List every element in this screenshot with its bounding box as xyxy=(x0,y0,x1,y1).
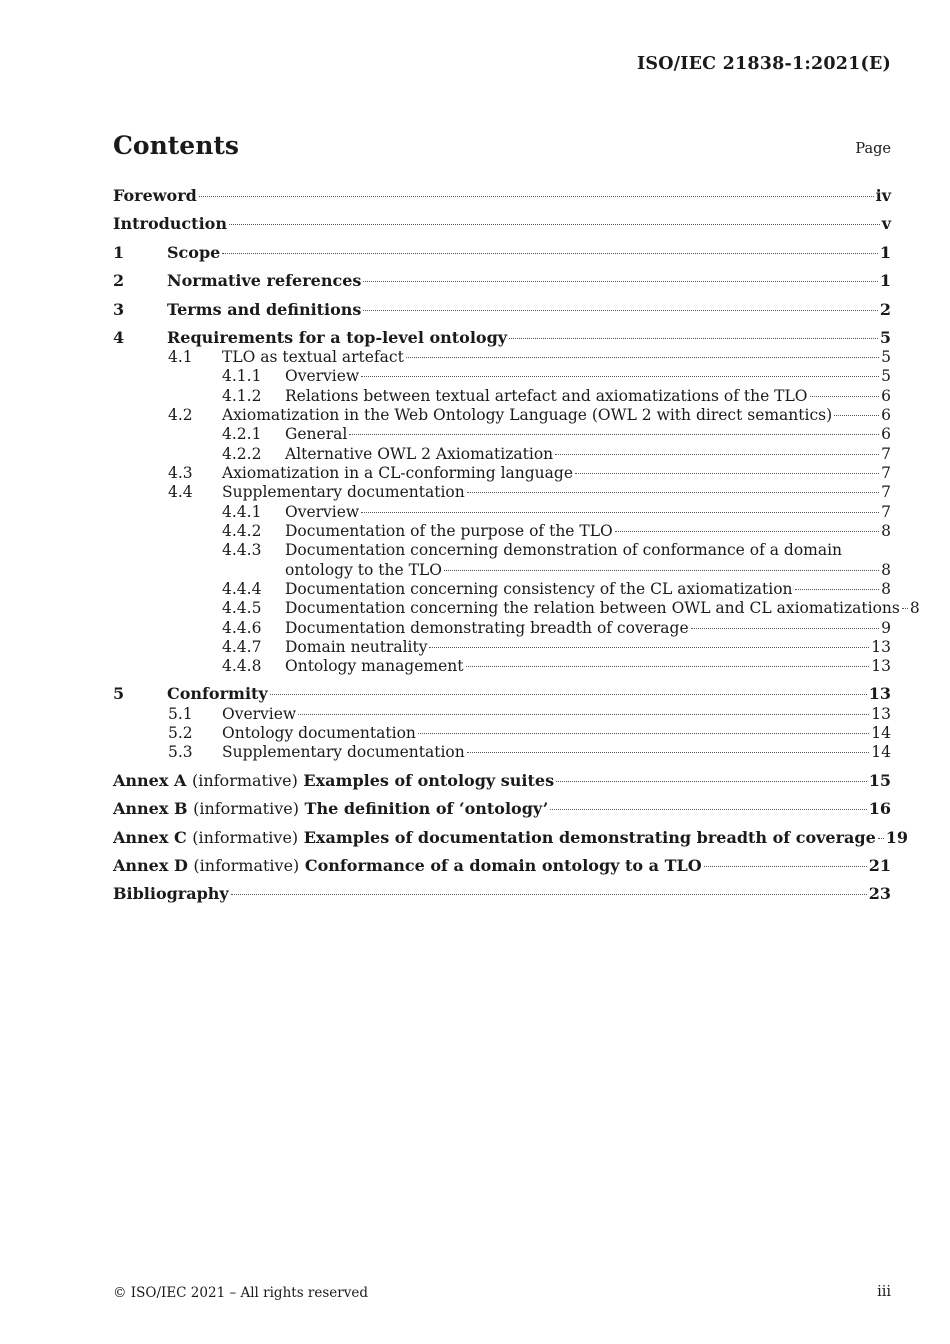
annex-label: Annex D xyxy=(113,856,188,875)
dot-leader xyxy=(406,357,879,358)
toc-entry-continuation[interactable] xyxy=(285,560,891,580)
dot-leader xyxy=(878,838,884,839)
toc-entry-page: 13 xyxy=(871,638,891,656)
toc-entry-page: 14 xyxy=(871,724,891,742)
toc-entry-number: 4.4.1 xyxy=(222,503,262,521)
toc-entry-number: 5.2 xyxy=(168,724,193,742)
toc-entry-number: 4.1.2 xyxy=(222,387,262,405)
toc-entry-title: Alternative OWL 2 Axiomatization xyxy=(285,445,554,463)
toc-entry-title: Documentation demonstrating breadth of coverage xyxy=(285,619,689,637)
dot-leader xyxy=(467,752,870,753)
dot-leader xyxy=(361,376,879,377)
toc-entry-page: 13 xyxy=(871,657,891,675)
toc-entry-page: 8 xyxy=(881,580,891,598)
toc-entry[interactable] xyxy=(168,482,891,502)
toc-entry[interactable] xyxy=(168,405,891,425)
annex-qualifier: (informative) xyxy=(193,799,299,818)
toc-entry[interactable] xyxy=(113,214,891,234)
toc-entry-page: 5 xyxy=(879,328,891,347)
dot-leader xyxy=(298,714,869,715)
toc-entry-number: 3 xyxy=(113,300,125,319)
toc-entry[interactable] xyxy=(113,186,891,206)
toc-entry-number: 4.4.4 xyxy=(222,580,262,598)
toc-entry-page: 9 xyxy=(881,619,891,637)
toc-entry-title: Overview xyxy=(222,705,297,723)
toc-entry[interactable] xyxy=(222,540,891,560)
toc-entry[interactable] xyxy=(113,243,891,263)
dot-leader xyxy=(361,512,879,513)
toc-entry-title: Overview xyxy=(285,367,360,385)
toc-entry[interactable] xyxy=(222,637,891,657)
toc-entry-page: 7 xyxy=(881,464,891,482)
dot-leader xyxy=(556,781,867,782)
toc-entry-title: Documentation concerning demonstration of conformance of a domain xyxy=(285,541,843,559)
toc-entry-title xyxy=(113,828,876,848)
dot-leader xyxy=(466,666,870,667)
toc-entry-page: 5 xyxy=(881,367,891,385)
toc-entry-page: 1 xyxy=(879,271,891,290)
toc-entry[interactable] xyxy=(113,328,891,348)
toc-entry-page: 6 xyxy=(881,425,891,443)
toc-entry-page: 8 xyxy=(881,522,891,540)
toc-entry[interactable] xyxy=(113,300,891,320)
dot-leader xyxy=(222,253,878,254)
dot-leader xyxy=(810,396,880,397)
dot-leader xyxy=(429,647,869,648)
toc-entry-title: General xyxy=(285,425,348,443)
toc-entry[interactable] xyxy=(222,598,920,618)
toc-entry-number: 4.4.3 xyxy=(222,541,262,559)
toc-entry-title: Introduction xyxy=(113,214,227,233)
toc-entry[interactable] xyxy=(168,704,891,724)
toc-entry[interactable] xyxy=(222,521,891,541)
dot-leader xyxy=(363,281,877,282)
toc-entry[interactable] xyxy=(113,856,891,876)
toc-entry[interactable] xyxy=(113,684,891,704)
toc-entry-page: 13 xyxy=(871,705,891,723)
toc-entry-title: Bibliography xyxy=(113,884,229,903)
dot-leader xyxy=(270,694,867,695)
toc-entry-title: Ontology management xyxy=(285,657,464,675)
dot-leader xyxy=(231,894,867,895)
toc-entry-page: 14 xyxy=(871,743,891,761)
page-column-label: Page xyxy=(855,141,891,157)
toc-entry-title: Supplementary documentation xyxy=(222,743,465,761)
page-title: Contents xyxy=(113,131,240,160)
toc-entry[interactable] xyxy=(222,579,891,599)
toc-entry-page: 21 xyxy=(868,856,891,875)
dot-leader xyxy=(575,473,879,474)
toc-entry-number: 4.1 xyxy=(168,348,193,366)
toc-entry-page: 19 xyxy=(885,828,909,847)
toc-entry[interactable] xyxy=(168,463,891,483)
toc-entry[interactable] xyxy=(113,771,891,791)
toc-entry[interactable] xyxy=(222,366,891,386)
toc-entry-page: 5 xyxy=(881,348,891,366)
toc-entry-title: Foreword xyxy=(113,186,197,205)
annex-title: Conformance of a domain ontology to a TLO xyxy=(304,856,702,875)
dot-leader xyxy=(509,338,878,339)
toc-entry-page: 7 xyxy=(881,483,891,501)
toc-entry-title: Normative references xyxy=(167,271,362,290)
toc-entry[interactable] xyxy=(113,799,891,819)
toc-entry-title: Overview xyxy=(285,503,360,521)
dot-leader xyxy=(691,628,880,629)
toc-entry-number: 4.2.1 xyxy=(222,425,262,443)
toc-entry-page: 6 xyxy=(881,387,891,405)
toc-entry-title: Documentation of the purpose of the TLO xyxy=(285,522,613,540)
toc-entry-page: 1 xyxy=(879,243,891,262)
toc-entry-number: 4.2 xyxy=(168,406,193,424)
toc-entry-title: Documentation concerning consistency of the CL axiomatization xyxy=(285,580,793,598)
toc-entry-title-continued: ontology to the TLO xyxy=(285,561,442,579)
toc-entry-number: 4.3 xyxy=(168,464,193,482)
toc-entry[interactable] xyxy=(168,742,891,762)
footer-copyright: © ISO/IEC 2021 – All rights reserved xyxy=(113,1285,368,1301)
toc-entry-title: Documentation concerning the relation between OWL and CL axiomatizations xyxy=(285,599,900,617)
toc-entry-number: 4.4.7 xyxy=(222,638,262,656)
toc-entry-number: 2 xyxy=(113,271,125,290)
toc-entry-page: v xyxy=(881,214,891,233)
toc-entry-number: 5.3 xyxy=(168,743,193,761)
dot-leader xyxy=(795,589,880,590)
annex-qualifier: (informative) xyxy=(192,828,299,847)
toc-entry-number: 4.4 xyxy=(168,483,193,501)
toc-entry-title: Ontology documentation xyxy=(222,724,416,742)
toc-entry-page: 15 xyxy=(868,771,891,790)
toc-entry-page: 2 xyxy=(879,300,891,319)
dot-leader xyxy=(550,809,866,810)
toc-entry-number: 5 xyxy=(113,684,125,703)
toc-entry-title: Relations between textual artefact and axiomatizations of the TLO xyxy=(285,387,808,405)
toc-entry-title: Requirements for a top-level ontology xyxy=(167,328,508,347)
dot-leader xyxy=(418,733,869,734)
toc-entry-title xyxy=(113,771,554,791)
toc-entry-title: Conformity xyxy=(167,684,268,703)
toc-entry-title: Terms and definitions xyxy=(167,300,362,319)
toc-entry[interactable] xyxy=(222,618,891,638)
toc-entry-number: 1 xyxy=(113,243,125,262)
toc-entry-page: 6 xyxy=(881,406,891,424)
annex-label: Annex C xyxy=(113,828,187,847)
toc-entry[interactable] xyxy=(222,502,891,522)
toc-entry-title: Axiomatization in the Web Ontology Language (OWL 2 with direct semantics) xyxy=(222,406,833,424)
dot-leader xyxy=(704,866,867,867)
dot-leader xyxy=(363,310,877,311)
toc-entry-title xyxy=(113,799,548,819)
document-identifier: ISO/IEC 21838-1:2021(E) xyxy=(637,54,891,74)
toc-entry[interactable] xyxy=(168,723,891,743)
toc-entry[interactable] xyxy=(222,386,891,406)
toc-entry[interactable] xyxy=(113,884,891,904)
toc-entry-title: Scope xyxy=(167,243,221,262)
toc-entry-page: 7 xyxy=(881,445,891,463)
toc-entry-title: Supplementary documentation xyxy=(222,483,465,501)
toc-entry-page: 13 xyxy=(868,684,891,703)
annex-label: Annex B xyxy=(113,799,188,818)
toc-entry[interactable] xyxy=(222,444,891,464)
toc-entry-title: Domain neutrality xyxy=(285,638,428,656)
annex-qualifier: (informative) xyxy=(191,771,298,790)
toc-entry-number: 4.2.2 xyxy=(222,445,262,463)
toc-entry-title: TLO as textual artefact xyxy=(222,348,404,366)
annex-title: Examples of ontology suites xyxy=(303,771,555,790)
toc-entry-page: iv xyxy=(875,186,891,205)
toc-entry-page: 7 xyxy=(881,503,891,521)
toc-entry-page: 16 xyxy=(868,799,891,818)
annex-title: Examples of documentation demonstrating breadth of coverage xyxy=(303,828,876,847)
toc-entry-number: 5.1 xyxy=(168,705,193,723)
dot-leader xyxy=(902,608,908,609)
toc-entry-page: 23 xyxy=(868,884,891,903)
toc-entry-title xyxy=(113,856,702,876)
toc-entry[interactable] xyxy=(113,271,891,291)
toc-entry[interactable] xyxy=(168,347,891,367)
annex-qualifier: (informative) xyxy=(193,856,300,875)
dot-leader xyxy=(615,531,879,532)
toc-entry-number: 4.4.6 xyxy=(222,619,262,637)
dot-leader xyxy=(229,224,880,225)
dot-leader xyxy=(555,454,879,455)
table-of-contents xyxy=(113,0,920,1344)
toc-entry-page: 8 xyxy=(881,561,891,579)
toc-entry-number: 4.4.8 xyxy=(222,657,262,675)
dot-leader xyxy=(199,196,874,197)
annex-title: The definition of ‘ontology’ xyxy=(304,799,549,818)
toc-entry[interactable] xyxy=(222,656,891,676)
dot-leader xyxy=(444,570,879,571)
footer-page-number: iii xyxy=(877,1284,891,1300)
toc-entry-number: 4.4.2 xyxy=(222,522,262,540)
toc-entry-title: Axiomatization in a CL-conforming language xyxy=(222,464,573,482)
annex-label: Annex A xyxy=(113,771,187,790)
toc-entry-page: 8 xyxy=(909,599,920,617)
dot-leader xyxy=(834,415,879,416)
dot-leader xyxy=(349,434,879,435)
toc-entry[interactable] xyxy=(113,828,909,848)
toc-entry-number: 4.1.1 xyxy=(222,367,262,385)
toc-entry[interactable] xyxy=(222,424,891,444)
dot-leader xyxy=(467,492,879,493)
toc-entry-number: 4.4.5 xyxy=(222,599,262,617)
toc-entry-number: 4 xyxy=(113,328,125,347)
